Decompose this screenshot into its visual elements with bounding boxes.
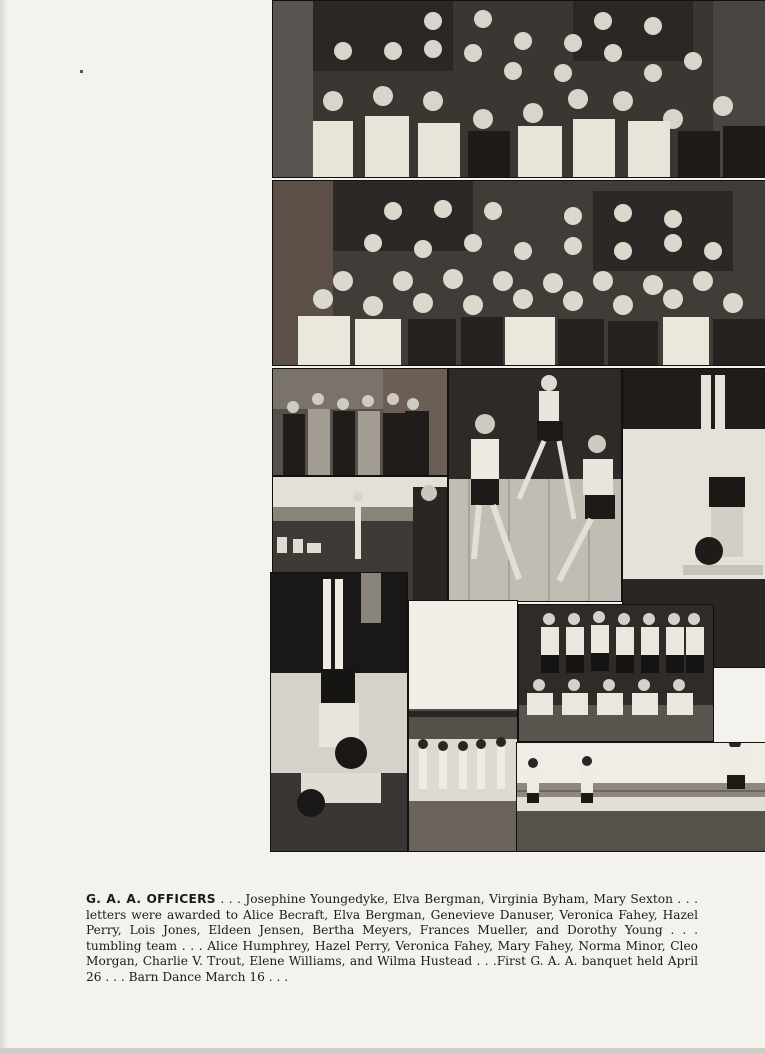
page-bottom-edge [0,1048,765,1054]
group-photo-top [272,0,765,178]
caption [86,892,698,985]
tumbling-photo [270,572,408,852]
group-photo-second [272,180,765,366]
team-photo [518,604,714,742]
jump-photo [448,368,622,602]
batting-photo [516,742,765,852]
caption-lead: G. A. A. OFFICERS [86,892,216,906]
sky-field-photo [408,600,518,852]
page-mark [80,70,83,73]
officers-photo [272,368,448,476]
caption-body: . . . Josephine Youngedyke, Elva Bergman, Virginia Byham, Mary Sexton . . . letters were awarded to Alice Becraft, Elva Bergman, Genevieve Danuser, Veronica Fahey, Hazel Perry, Lois Jones, Eldeen Jensen, Bertha Meyers, Frances Mueller, and Dorothy Young . . . tumbling team . . . Alice Humphrey, Hazel Perry, Veronica Fahey, Mary Fahey, Norma Minor, Cleo Morgan, Charlie V. Trout, Elene Williams, and Wilma Hustead . . .First G. A. A. banquet held April 26 . . . Barn Dance March 16 . . . [86,892,698,984]
page-gutter-shadow [0,0,8,1054]
